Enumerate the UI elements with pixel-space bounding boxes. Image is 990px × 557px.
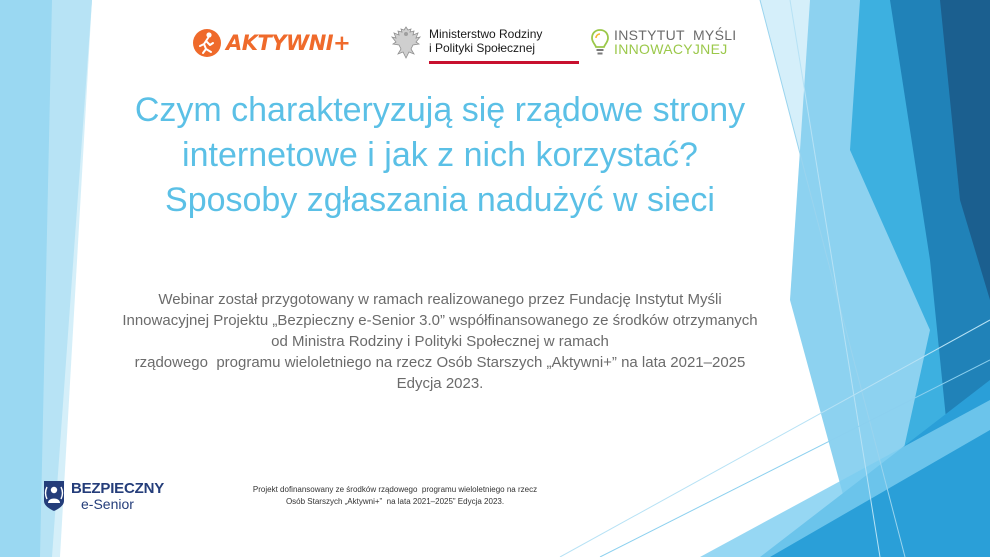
bezpieczny-name-line1: BEZPIECZNY	[71, 479, 165, 497]
instytut-name	[614, 28, 736, 56]
instytut-logo	[590, 28, 736, 58]
slide-title-line: Sposoby zgłaszania nadużyć w sieci	[165, 181, 715, 219]
eagle-emblem-icon	[389, 24, 423, 62]
aktywni-logo-text: AKTYWNI+	[226, 31, 351, 55]
description-line: od Ministra Rodziny i Polityki Społecznej w ramach	[271, 333, 609, 350]
instytut-name-line2: INNOWACYJNEJ	[614, 41, 728, 57]
runner-icon	[192, 28, 222, 58]
slide-title	[60, 88, 820, 223]
footnote-line: Projekt dofinansowany ze środków rządowego programu wieloletniego na rzecz	[252, 485, 538, 494]
description-line: rządowego programu wieloletniego na rzecz Osób Starszych „Aktywni+” na lata 2021–2025	[134, 354, 746, 371]
description-line: Edycja 2023.	[396, 375, 484, 392]
ministry-logo	[389, 24, 542, 62]
bezpieczny-name	[71, 481, 164, 512]
shield-person-icon	[42, 479, 66, 513]
footnote-line: Osób Starszych „Aktywni+” na lata 2021–2025” Edycja 2023.	[285, 497, 505, 506]
ministry-red-bar	[429, 61, 579, 64]
bezpieczny-logo	[42, 479, 164, 513]
ministry-name-line2: i Polityki Społecznej	[429, 41, 536, 55]
description-line: Webinar został przygotowany w ramach realizowanego przez Fundację Instytut Myśli	[158, 291, 722, 308]
description-line: Innowacyjnej Projektu „Bezpieczny e-Senior 3.0” współfinansowanego ze środków otrzymanych	[122, 312, 758, 329]
ministry-name	[429, 24, 542, 55]
funding-footnote	[200, 484, 590, 508]
slide-title-line: Czym charakteryzują się rządowe strony	[134, 91, 746, 129]
bezpieczny-name-line2: e-Senior	[81, 495, 134, 512]
webinar-description	[40, 289, 840, 394]
lightbulb-icon	[590, 28, 610, 58]
aktywni-logo	[192, 28, 350, 58]
ministry-name-line1: Ministerstwo Rodziny	[429, 27, 543, 41]
slide-title-line: internetowe i jak z nich korzystać?	[182, 136, 698, 174]
instytut-name-line1: INSTYTUT MYŚLI	[614, 27, 737, 43]
